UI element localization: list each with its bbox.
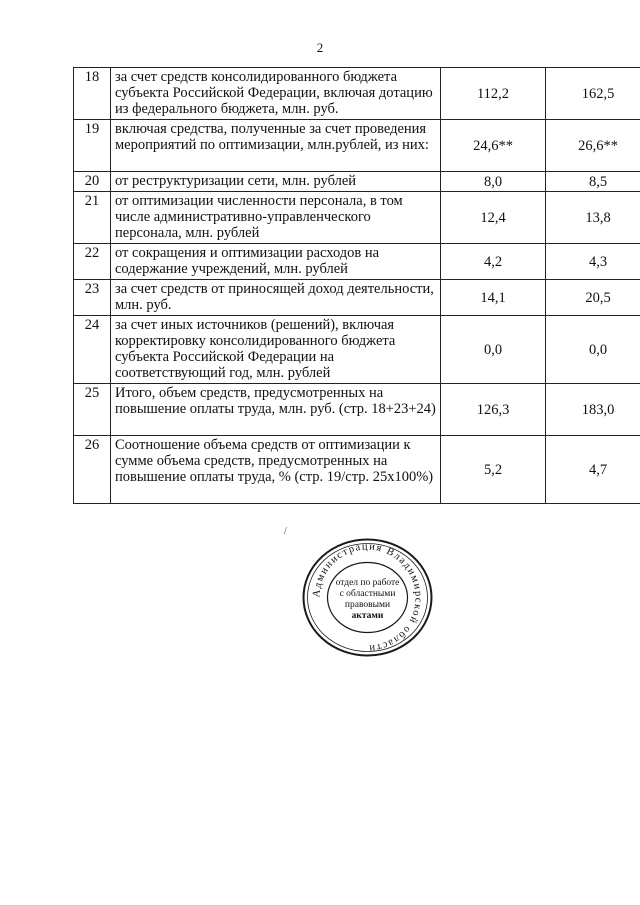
row-description: Соотношение объема средств от оптимизации к сумме объема средств, предусмотренных на повышение оплаты труда, % (стр. 19/стр. 25x100%): [111, 436, 441, 504]
value-col-1: 5,2: [441, 436, 546, 504]
page-number: 2: [316, 40, 324, 55]
value-col-1: 8,0: [441, 172, 546, 192]
table-row: [74, 316, 640, 384]
row-description: от реструктуризации сети, млн. рублей: [111, 172, 441, 192]
row-number: 23: [74, 280, 111, 316]
row-number: 21: [74, 192, 111, 244]
row-number: 20: [74, 172, 111, 192]
value-col-2: 183,0: [546, 384, 640, 436]
stamp-line-3: правовыми: [344, 600, 391, 610]
row-number: 19: [74, 120, 111, 172]
table-row: [74, 280, 640, 316]
stamp-ring-text: Администрация Владимирской области: [311, 541, 424, 654]
pen-mark: /: [284, 526, 287, 537]
table-row: [74, 244, 640, 280]
value-col-2: 8,5: [546, 172, 640, 192]
table-row: [74, 384, 640, 436]
value-col-2: 4,7: [546, 436, 640, 504]
value-col-2: 4,3: [546, 244, 640, 280]
row-number: 18: [74, 68, 111, 120]
value-col-2: 26,6**: [546, 120, 640, 172]
value-col-1: 14,1: [441, 280, 546, 316]
table-row: [74, 172, 640, 192]
value-col-1: 12,4: [441, 192, 546, 244]
row-description: за счет иных источников (решений), включая корректировку консолидированного бюджета субъекта Российской Федерации на соответствующий год, млн. рублей: [111, 316, 441, 384]
value-col-1: 4,2: [441, 244, 546, 280]
stamp-line-1: отдел по работе: [335, 578, 400, 588]
row-description: от оптимизации численности персонала, в том числе административно-управленческого персонала, млн. рублей: [111, 192, 441, 244]
row-number: 26: [74, 436, 111, 504]
official-stamp: [300, 537, 435, 658]
stamp-line-4: актами: [351, 611, 384, 621]
value-col-1: 126,3: [441, 384, 546, 436]
row-number: 24: [74, 316, 111, 384]
value-col-2: 20,5: [546, 280, 640, 316]
value-col-2: 13,8: [546, 192, 640, 244]
value-col-1: 24,6**: [441, 120, 546, 172]
row-number: 25: [74, 384, 111, 436]
table-row: [74, 68, 640, 120]
row-description: от сокращения и оптимизации расходов на содержание учреждений, млн. рублей: [111, 244, 441, 280]
value-col-1: 112,2: [441, 68, 546, 120]
data-table: [73, 67, 640, 504]
value-col-2: 162,5: [546, 68, 640, 120]
stamp-line-2: с областными: [339, 589, 396, 599]
row-description: включая средства, полученные за счет проведения мероприятий по оптимизации, млн.рублей, из них:: [111, 120, 441, 172]
value-col-2: 0,0: [546, 316, 640, 384]
value-col-1: 0,0: [441, 316, 546, 384]
table-row: [74, 120, 640, 172]
row-description: за счет средств консолидированного бюджета субъекта Российской Федерации, включая дотацию из федерального бюджета, млн. руб.: [111, 68, 441, 120]
row-description: за счет средств от приносящей доход деятельности, млн. руб.: [111, 280, 441, 316]
table-row: [74, 436, 640, 504]
table-row: [74, 192, 640, 244]
row-description: Итого, объем средств, предусмотренных на повышение оплаты труда, млн. руб. (стр. 18+23+24): [111, 384, 441, 436]
row-number: 22: [74, 244, 111, 280]
